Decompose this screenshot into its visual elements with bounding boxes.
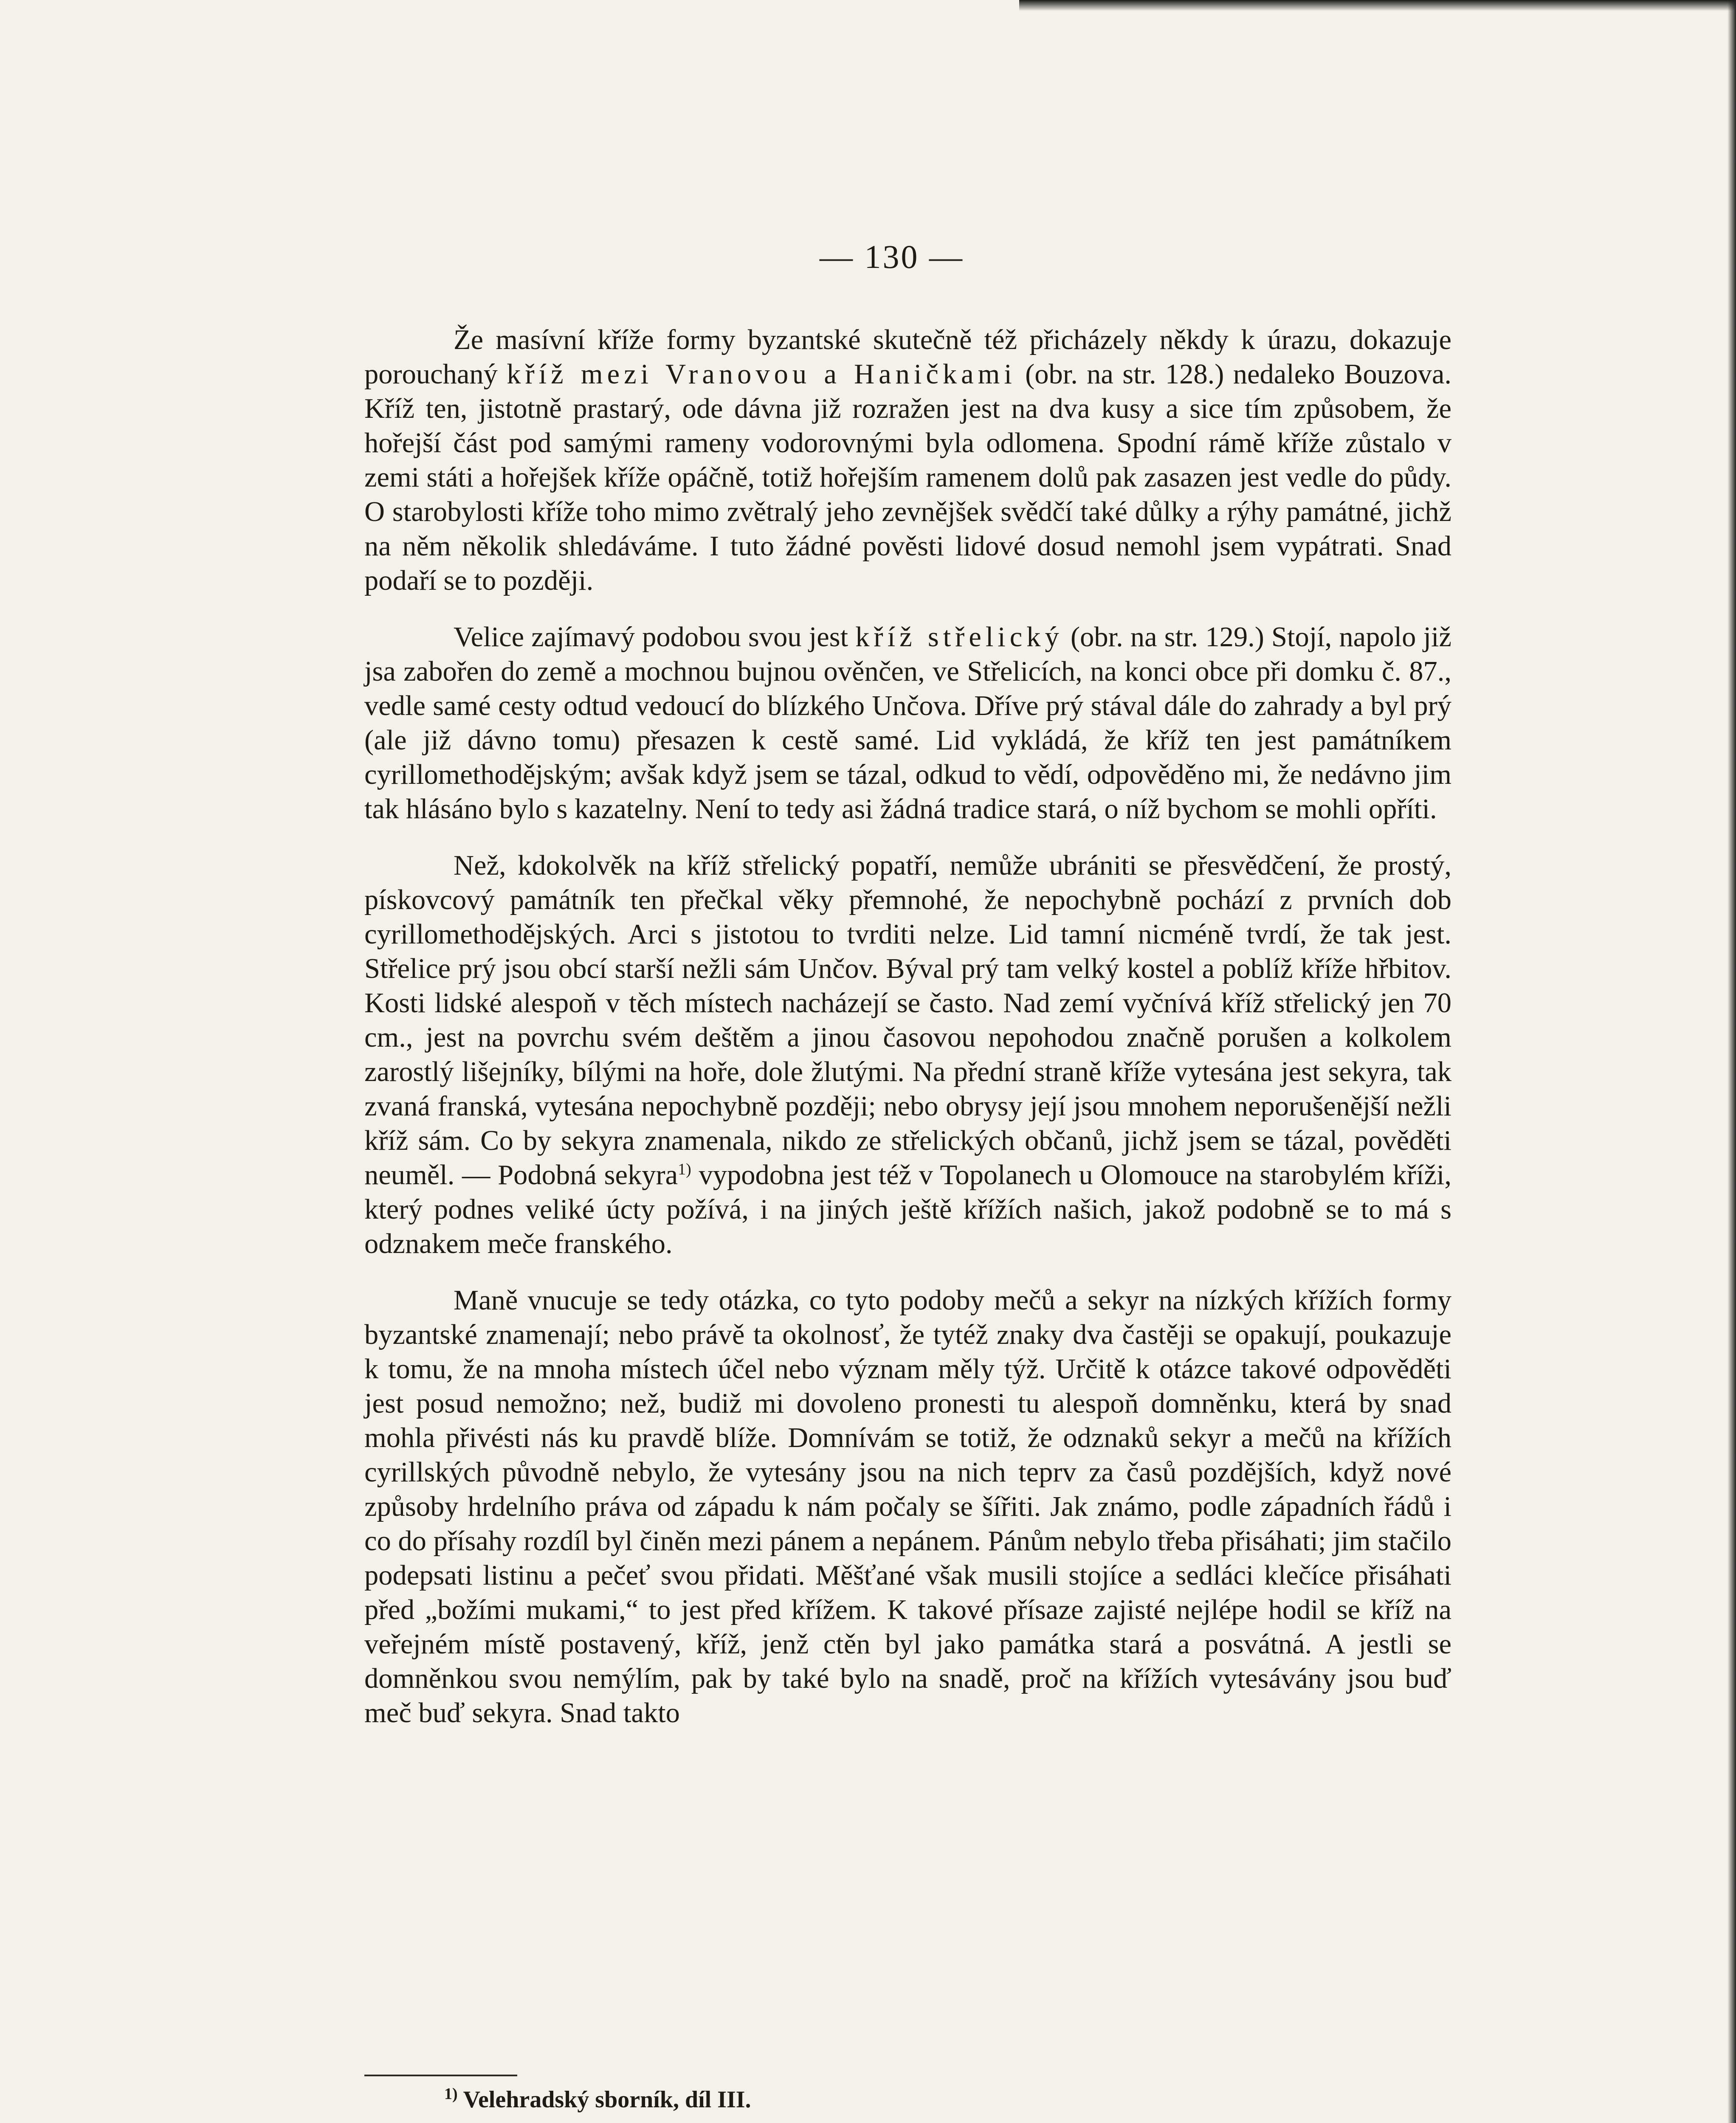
paragraph-2-emphasis: kříž střelický bbox=[855, 622, 1063, 653]
body-text bbox=[364, 323, 1451, 1752]
footnote-text: Velehradský sborník, díl III. bbox=[457, 2086, 751, 2113]
scan-shadow-right bbox=[1728, 0, 1736, 2123]
footnote bbox=[444, 2085, 1421, 2115]
paragraph-4 bbox=[364, 1283, 1451, 1730]
paragraph-1 bbox=[364, 323, 1451, 598]
paragraph-1-text-a: Že masívní kříže formy byzantské skutečně též přicházely někdy k úrazu, dokazuje porouchaný bbox=[364, 324, 1451, 390]
footnote-reference: 1) bbox=[678, 1160, 691, 1178]
paragraph-3 bbox=[364, 848, 1451, 1261]
page-number: — 130 — bbox=[820, 238, 964, 275]
scan-shadow-top bbox=[1019, 0, 1736, 11]
footnote-divider bbox=[364, 2075, 517, 2076]
paragraph-2-text-a: Velice zajímavý podobou svou jest bbox=[454, 622, 856, 653]
paragraph-1-emphasis: kříž mezi Vranovou a Haničkami bbox=[507, 359, 1016, 390]
paragraph-4-text-a: Maně vnucuje se tedy otázka, co tyto podoby mečů a sekyr na nízkých křížích formy byzantské znamenají; nebo právě ta okolnosť, že tytéž znaky dva častěji se opakují, poukazuje k tomu, že na mnoha místech účel nebo význam měly týž. Určitě k otázce takové odpověděti jest posud nemožno; než, budiž mi dovoleno pronesti tu alespoň domněnku, která by snad mohla přivésti nás ku pravdě blíže. Domnívám se totiž, že odznaků sekyr a mečů na křížích cyrillských původně nebylo, že vytesány jsou na nich teprv za časů pozdějších, když nové způsoby hrdelního práva od západu k nám počaly se šířiti. Jak známo, podle západních řádů i co do přísahy rozdíl byl činěn mezi pánem a nepánem. Pánům nebylo třeba přisáhati; jim stačilo podepsati listinu a pečeť svou přidati. Měšťané však musili stojíce a sedláci klečíce přisáhati před „božími mukami,“ to jest před křížem. K takové přísaze zajisté nejlépe hodil se kříž na veřejném místě postavený, kříž, jenž ctěn byl jako památka stará a posvátná. A jestli se domněnkou svou nemýlím, pak by také bylo na snadě, proč na křížích vytesávány jsou buď meč buď sekyra. Snad takto bbox=[364, 1285, 1451, 1729]
paragraph-1-text-c: (obr. na str. 128.) nedaleko Bouzova. Kříž ten, jistotně prastarý, ode dávna již rozražen jest na dva kusy a sice tím způsobem, že hořejší část pod samými rameny vodorovnými byla odlomena. Spodní rámě kříže zůstalo v zemi státi a hořejšek kříže opáčně, totiž hořejším ramenem dolů pak zasazen jest vedle do půdy. O starobylosti kříže toho mimo zvětralý jeho zevnějšek svědčí také důlky a rýhy památné, jichž na něm několik shledáváme. I tuto žádné pověsti lidové dosud nemohl jsem vypátrati. Snad podaří se to později. bbox=[364, 359, 1451, 596]
paragraph-2 bbox=[364, 620, 1451, 826]
paragraph-3-text-c: vypodobna jest též v Topolanech u Olomouce na starobylém kříži, který podnes veliké úcty požívá, i na jiných ještě křížích našich, jakož podobně se to má s odznakem meče franského. bbox=[364, 1160, 1451, 1259]
paragraph-3-text-a: Než, kdokolvěk na kříž střelický popatří, nemůže ubrániti se přesvědčení, že prostý, pískovcový památník ten přečkal věky přemnohé, že nepochybně pochází z prvních dob cyrillomethodějských. Arci s jistotou to tvrditi nelze. Lid tamní nicméně tvrdí, že tak jest. Střelice prý jsou obcí starší nežli sám Unčov. Býval prý tam velký kostel a poblíž kříže hřbitov. Kosti lidské alespoň v těch místech nacházejí se často. Nad zemí vyčnívá kříž střelický jen 70 cm., jest na povrchu svém deštěm a jinou časovou nepohodou značně porušen a kolkolem zarostlý lišejníky, bílými na hoře, dole žlutými. Na přední straně kříže vytesána jest sekyra, tak zvaná franská, vytesána nepochybně později; nebo obrysy její jsou mnohem neporušenější nežli kříž sám. Co by sekyra znamenala, nikdo ze střelických občanů, jichž jsem se tázal, pověděti neuměl. — Podobná sekyra bbox=[364, 850, 1451, 1191]
paragraph-2-text-c: (obr. na str. 129.) Stojí, napolo již jsa zabořen do země a mochnou bujnou ověnčen, ve Střelicích, na konci obce při domku č. 87., vedle samé cesty odtud vedoucí do blízkého Unčova. Dříve prý stával dále do zahrady a byl prý (ale již dávno tomu) přesazen k cestě samé. Lid vykládá, že kříž ten jest památníkem cyrillomethodějským; avšak když jsem se tázal, odkud to vědí, odpověděno mi, že nedávno jim tak hlásáno bylo s kazatelny. Není to tedy asi žádná tradice stará, o níž bychom se mohli opříti. bbox=[364, 622, 1452, 825]
footnote-mark: 1) bbox=[444, 2085, 458, 2103]
